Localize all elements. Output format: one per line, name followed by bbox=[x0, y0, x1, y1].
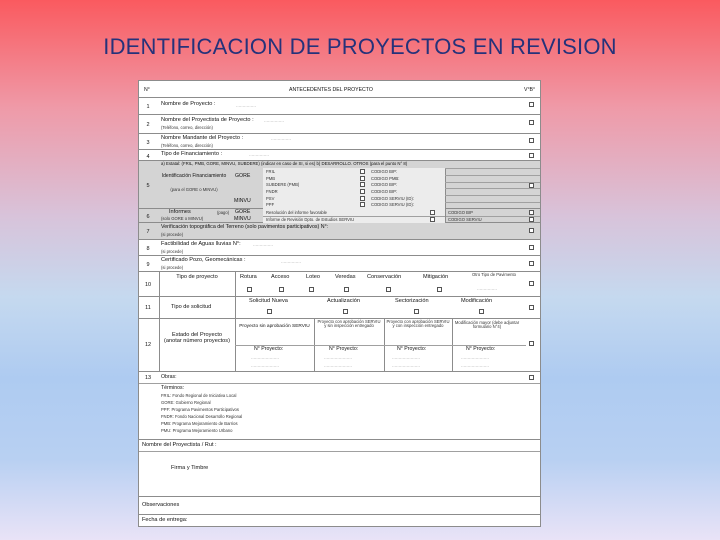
request-new: Solicitud Nueva bbox=[249, 298, 288, 304]
vb-checkbox[interactable] bbox=[529, 217, 534, 222]
header-vb: V°B° bbox=[524, 87, 536, 93]
row-number: 1 bbox=[146, 104, 150, 110]
financing-option: FRIL bbox=[266, 169, 276, 174]
request-update: Actualización bbox=[327, 298, 360, 304]
informes-sublabel: (solo GORE o MINVU) bbox=[161, 216, 204, 221]
report-checkbox[interactable] bbox=[430, 210, 435, 215]
financing-checkbox[interactable] bbox=[360, 176, 365, 181]
state-col: Modificación mayor (debe adjuntar formulario N°4) bbox=[454, 320, 520, 330]
row-label: Certificado Pozo, Geomecánicas : bbox=[161, 257, 246, 263]
row-11 bbox=[139, 297, 540, 319]
project-state-label: Estado del Proyecto (anotar número proyectos) bbox=[164, 332, 230, 344]
np-dots: ………………… bbox=[461, 363, 489, 368]
term-item: PMU: Programa Mejoramiento Urbano bbox=[161, 428, 233, 433]
report-checkbox[interactable] bbox=[430, 217, 435, 222]
vb-checkbox[interactable] bbox=[529, 341, 534, 346]
financing-checkbox[interactable] bbox=[360, 189, 365, 194]
row-dots: …………… bbox=[281, 259, 301, 264]
row-dots: …………… bbox=[253, 242, 273, 247]
vb-checkbox[interactable] bbox=[529, 153, 534, 158]
obras-label: Obras: bbox=[161, 374, 177, 380]
type-other-label: Otro Tipo de Pavimento bbox=[472, 272, 516, 277]
type-loteo: Loteo bbox=[306, 274, 320, 280]
financing-option: PSV bbox=[266, 196, 275, 201]
informes-label-small: (pago) bbox=[217, 210, 230, 215]
np-dots: ………………… bbox=[324, 363, 352, 368]
vb-checkbox[interactable] bbox=[529, 228, 534, 233]
np-label: N° Proyecto: bbox=[254, 346, 284, 352]
row-number: 3 bbox=[146, 140, 150, 146]
row-dots: …………… bbox=[264, 118, 284, 123]
minvu-report-text: Informe de Revisión Dpto. de Estudios SERVIU bbox=[266, 217, 355, 222]
vb-checkbox[interactable] bbox=[529, 261, 534, 266]
row-label: Tipo de Financiamiento : bbox=[161, 151, 223, 157]
type-mitigacion: Mitigación bbox=[423, 274, 449, 280]
type-veredas: Veredas bbox=[335, 274, 356, 280]
gore-code-label: CODIGO BIP bbox=[448, 210, 473, 215]
minvu-label: MINVU bbox=[234, 216, 251, 222]
row-1 bbox=[139, 98, 540, 115]
row-sublabel: (si procede) bbox=[161, 265, 184, 270]
row-number: 2 bbox=[146, 122, 150, 128]
financing-code: CODIGO SERVIU (ID): bbox=[371, 202, 414, 207]
financing-option: PMB bbox=[266, 176, 276, 181]
request-checkbox[interactable] bbox=[267, 309, 272, 314]
request-sectorization: Sectorización bbox=[395, 298, 429, 304]
row-2 bbox=[139, 115, 540, 134]
financing-id-sublabel: (para el GORE o MINVU) bbox=[170, 187, 218, 192]
type-checkbox[interactable] bbox=[344, 287, 349, 292]
row-sublabel: (si procede) bbox=[161, 232, 184, 237]
vb-checkbox[interactable] bbox=[529, 138, 534, 143]
np-dots: ………………… bbox=[324, 355, 352, 360]
term-item: FRIL: Fondo Regional de Iniciativa Local bbox=[161, 393, 237, 398]
financing-id-label: Identificación Financiamiento bbox=[161, 173, 227, 179]
row-dots: …………… bbox=[249, 152, 269, 157]
row-number: 9 bbox=[146, 262, 150, 268]
financing-code: CODIGO BIP: bbox=[371, 189, 398, 194]
row-label: Nombre del Proyectista de Proyecto : bbox=[161, 117, 254, 123]
vb-checkbox[interactable] bbox=[529, 120, 534, 125]
financing-option: FNDR bbox=[266, 189, 278, 194]
fecha-label: Fecha de entrega: bbox=[142, 517, 188, 523]
state-col: Proyecto sin aprobación SERVIU bbox=[239, 324, 310, 329]
type-checkbox[interactable] bbox=[247, 287, 252, 292]
row-number: 8 bbox=[146, 246, 150, 252]
row-number: 4 bbox=[146, 154, 150, 160]
row-8 bbox=[139, 240, 540, 256]
np-dots: ………………… bbox=[392, 363, 420, 368]
row-dots: …………… bbox=[236, 103, 256, 108]
review-form bbox=[138, 80, 541, 527]
financing-code: CODIGO BIP: bbox=[371, 182, 398, 187]
terms-title: Términos: bbox=[161, 385, 185, 391]
row-sublabel: (si procede) bbox=[161, 249, 184, 254]
state-col: Proyecto con aprobación SERVIU y sin inspección entregado bbox=[317, 319, 381, 329]
vb-checkbox[interactable] bbox=[529, 245, 534, 250]
proyectista-label: Nombre del Proyectista / Rut : bbox=[142, 442, 217, 448]
firma-label: Firma y Timbre bbox=[171, 465, 209, 471]
row-12 bbox=[139, 319, 540, 372]
row-number: 12 bbox=[144, 342, 152, 348]
minvu-code-label: CODIGO SERVIU bbox=[448, 217, 482, 222]
state-col: Proyecto con aprobación SERVIU y con inspección entregado bbox=[386, 319, 450, 329]
np-label: N° Proyecto: bbox=[397, 346, 427, 352]
gore-label: GORE bbox=[235, 209, 251, 215]
np-label: N° Proyecto: bbox=[466, 346, 496, 352]
observaciones-label: Observaciones bbox=[142, 502, 180, 508]
row-label: Verificación topográfica del Terreno (solo pavimentos participativos) N°: bbox=[161, 224, 329, 230]
row-5 bbox=[139, 161, 540, 209]
type-other-dots: …………… bbox=[477, 286, 497, 291]
row-4 bbox=[139, 150, 540, 161]
row-sublabel: (Teléfono, correo, dirección) bbox=[161, 143, 213, 148]
vb-checkbox[interactable] bbox=[529, 375, 534, 380]
gore-label: GORE bbox=[235, 173, 251, 179]
row-7 bbox=[139, 223, 540, 240]
header-number: N° bbox=[144, 87, 150, 93]
request-checkbox[interactable] bbox=[343, 309, 348, 314]
row-10 bbox=[139, 272, 540, 297]
financing-checkbox[interactable] bbox=[360, 202, 365, 207]
form-header bbox=[139, 81, 540, 98]
row-number: 7 bbox=[146, 229, 150, 235]
estatal-label: a) Estatal: (FRIL, PMB, GORE, MINVU, SUBDERE) (indicar en caso de SI, si es) b) DESARROLLO. OTROS (para el punto N° 8) bbox=[161, 161, 408, 166]
vb-checkbox[interactable] bbox=[529, 102, 534, 107]
financing-checkbox[interactable] bbox=[360, 169, 365, 174]
observations-section bbox=[139, 497, 540, 515]
request-type-label: Tipo de solicitud bbox=[171, 304, 212, 310]
financing-option: PPF bbox=[266, 202, 275, 207]
project-type-label: Tipo de proyecto bbox=[176, 274, 218, 280]
np-label: N° Proyecto: bbox=[329, 346, 359, 352]
request-modification: Modificación bbox=[461, 298, 493, 304]
type-conservacion: Conservación bbox=[367, 274, 402, 280]
type-checkbox[interactable] bbox=[279, 287, 284, 292]
delivery-date-section bbox=[139, 515, 540, 527]
row-number: 11 bbox=[145, 305, 151, 311]
type-checkbox[interactable] bbox=[437, 287, 442, 292]
row-number: 5 bbox=[146, 183, 150, 189]
request-checkbox[interactable] bbox=[414, 309, 419, 314]
np-dots: ………………… bbox=[251, 363, 279, 368]
financing-checkbox[interactable] bbox=[360, 196, 365, 201]
type-rotura: Rotura bbox=[240, 274, 257, 280]
term-item: FNDR: Fondo Nacional Desarrollo Regional bbox=[161, 414, 243, 419]
financing-checkbox[interactable] bbox=[360, 182, 365, 187]
financing-code: CODIGO PMB: bbox=[371, 176, 400, 181]
request-checkbox[interactable] bbox=[479, 309, 484, 314]
np-dots: ………………… bbox=[392, 355, 420, 360]
np-dots: ………………… bbox=[251, 355, 279, 360]
financing-option: SUBDERE (PMB) bbox=[266, 182, 300, 187]
financing-code: CODIGO SERVIU (ID): bbox=[371, 196, 414, 201]
informes-label: Informes bbox=[169, 209, 191, 215]
np-dots: ………………… bbox=[461, 355, 489, 360]
vb-checkbox[interactable] bbox=[529, 305, 534, 310]
type-checkbox[interactable] bbox=[386, 287, 391, 292]
row-3 bbox=[139, 134, 540, 150]
row-13 bbox=[139, 372, 540, 440]
vb-checkbox[interactable] bbox=[529, 210, 534, 215]
vb-checkbox[interactable] bbox=[529, 183, 534, 188]
row-dots: …………… bbox=[271, 136, 291, 141]
minvu-label: MINVU bbox=[234, 198, 251, 204]
row-label: Factibilidad de Aguas lluvias N°: bbox=[161, 241, 241, 247]
term-item: GORE: Gobierno Regional bbox=[161, 400, 211, 405]
row-number: 6 bbox=[146, 214, 150, 220]
financing-code: CODIGO BIP: bbox=[371, 169, 398, 174]
page-title: IDENTIFICACION DE PROYECTOS EN REVISION bbox=[103, 34, 617, 59]
row-6 bbox=[139, 209, 540, 223]
type-checkbox[interactable] bbox=[309, 287, 314, 292]
row-number: 10 bbox=[144, 282, 152, 288]
row-number: 13 bbox=[144, 375, 152, 381]
term-item: PMB: Programa Mejoramiento de Barrios bbox=[161, 421, 238, 426]
header-antecedentes: ANTECEDENTES DEL PROYECTO bbox=[289, 87, 373, 93]
gore-report-text: Resolución del informe favorable bbox=[266, 210, 327, 215]
signature-section bbox=[139, 440, 540, 497]
term-item: PPF: Programa Pavimentos Participativos bbox=[161, 407, 239, 412]
row-9 bbox=[139, 256, 540, 272]
type-acceso: Acceso bbox=[271, 274, 290, 280]
row-label: Nombre Mandante del Proyecto : bbox=[161, 135, 244, 141]
row-label: Nombre de Proyecto : bbox=[161, 101, 216, 107]
row-sublabel: (Teléfono, correo, dirección) bbox=[161, 125, 213, 130]
vb-checkbox[interactable] bbox=[529, 281, 534, 286]
